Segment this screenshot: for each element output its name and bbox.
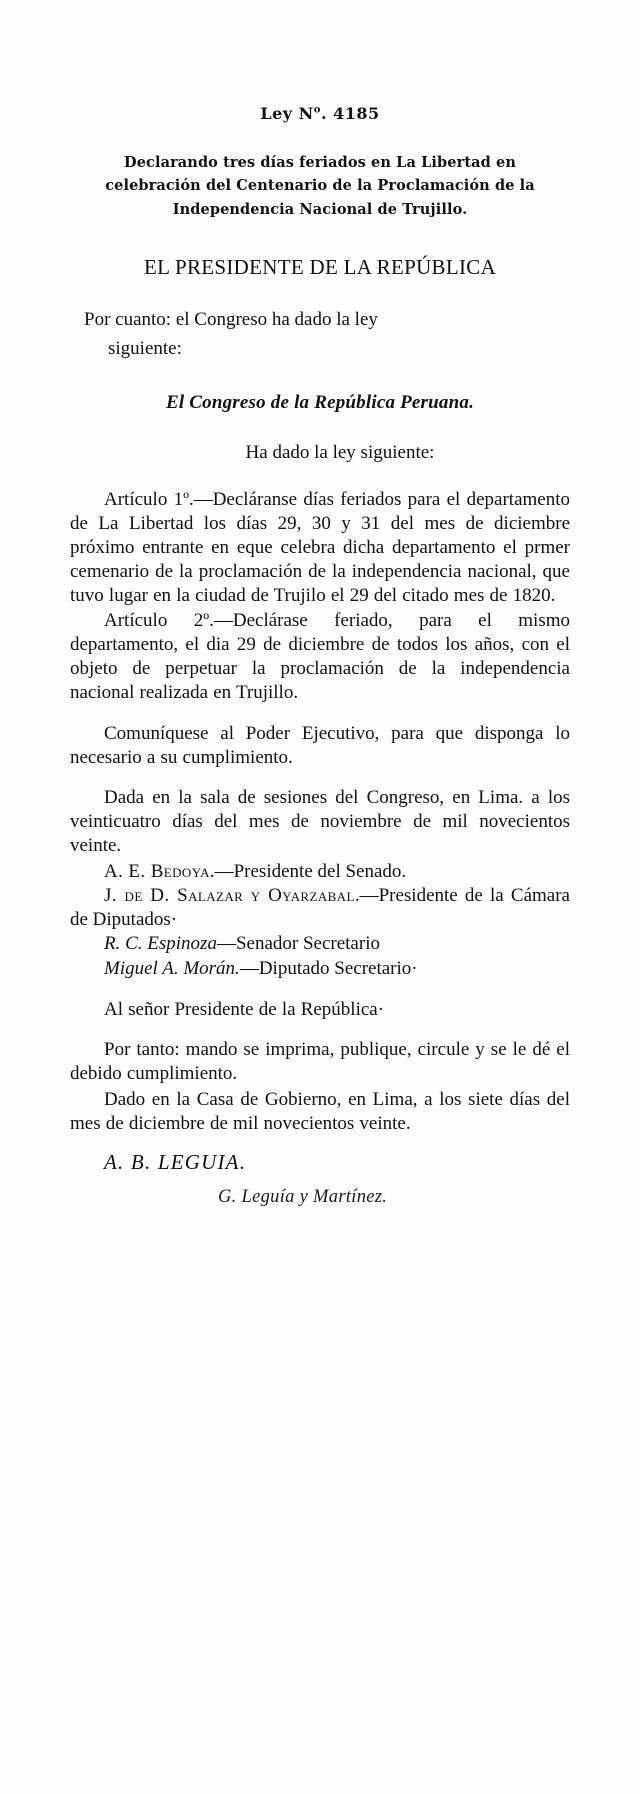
signature-deputy-secretary-role: —Diputado Secretario·	[239, 957, 418, 979]
por-cuanto-block	[70, 306, 570, 364]
por-cuanto-line-1: Por cuanto: el Congreso ha dado la ley	[84, 309, 378, 331]
signature-deputies-role: .—Presidente de la Cámara de Diputados·	[70, 885, 570, 931]
dada-en-la-sala-paragraph: Dada en la sala de sesiones del Congreso, en Lima. a los veinticuatro días del mes de noviembre de mil novecientos veinte.	[70, 787, 570, 857]
document-content	[70, 104, 570, 1208]
comuniquese-paragraph: Comuníquese al Poder Ejecutivo, para que disponga lo necesario a su cumplimiento.	[70, 722, 570, 768]
signature-deputy-secretary-name: Miguel A. Morán.	[104, 957, 240, 979]
por-cuanto-line-2: siguiente:	[108, 338, 182, 360]
law-number-heading	[70, 104, 570, 123]
law-number-prefix: Ley N	[260, 104, 314, 123]
law-number-dot: .	[320, 104, 328, 123]
signature-deputy-secretary	[70, 957, 570, 981]
ha-dado-line: Ha dado la ley siguiente:	[245, 442, 435, 464]
law-number-value: 4185	[333, 104, 380, 123]
articulo-1-paragraph: Artículo 1º.—Decláranse días feriados para el departamento de La Libertad los días 29, 30 y 31 del mes de diciembre próximo entrante en eque celebra dicha departamento el prmer cemenario de la proclamación de la independencia nacional, que tuvo lugar en la ciudad de Trujilo el 29 del citado mes de 1820.	[70, 489, 570, 606]
articulo-2-paragraph: Artículo 2º.—Declárase feriado, para el mismo departamento, el dia 29 de diciembre de todos los años, con el objeto de perpetuar la proclamación de la independencia nacional realizada en Trujillo.	[70, 610, 570, 703]
final-signature-minister: G. Leguía y Martínez.	[218, 1186, 388, 1207]
signature-senator-secretary	[70, 932, 570, 956]
signature-deputies	[70, 884, 570, 932]
president-heading: EL PRESIDENTE DE LA REPÚBLICA	[143, 255, 497, 280]
law-number-ordinal: o	[313, 104, 321, 116]
signature-senator-secretary-role: —Senador Secretario	[216, 933, 380, 955]
signature-senate	[70, 860, 570, 884]
signature-deputies-name: J. de D. Salazar y Oyarzabal	[104, 885, 355, 907]
signature-senate-name: A. E. Bedoya	[104, 861, 210, 883]
document-subtitle: Declarando tres días feriados en La Libertad en celebración del Centenario de la Proclamación de la Independencia Nacional de Trujillo.	[105, 154, 535, 218]
final-signature-president: A. B. LEGUIA.	[104, 1149, 247, 1174]
dado-casa-gobierno-paragraph: Dado en la Casa de Gobierno, en Lima, a los siete días del mes de diciembre de mil novecientos veinte.	[70, 1089, 570, 1135]
signature-senator-secretary-name: R. C. Espinoza	[104, 933, 217, 955]
al-senor-presidente-line: Al señor Presidente de la República·	[104, 998, 385, 1020]
por-tanto-paragraph: Por tanto: mando se imprima, publique, circule y se le dé el debido cumplimiento.	[70, 1039, 570, 1085]
signature-senate-role: .—Presidente del Senado.	[209, 861, 407, 883]
congress-title: El Congreso de la República Peruana.	[165, 392, 475, 414]
